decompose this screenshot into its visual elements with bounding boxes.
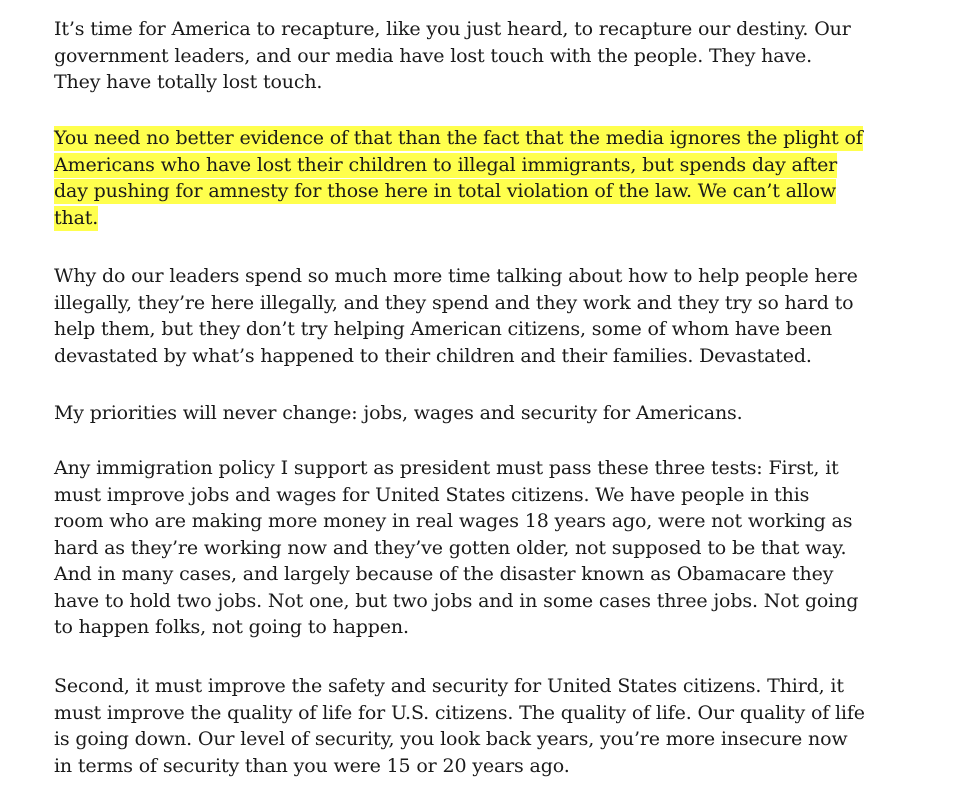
paragraph-3 xyxy=(54,263,858,369)
text-line: help them, but they don’t try helping American citizens, some of whom have been xyxy=(54,318,832,340)
paragraph-1 xyxy=(54,16,851,96)
text-line: And in many cases, and largely because of the disaster known as Obamacare they xyxy=(54,563,834,585)
text-line: is going down. Our level of security, you look back years, you’re more insecure now xyxy=(54,728,848,750)
highlighted-paragraph xyxy=(54,125,863,231)
text-line: They have totally lost touch. xyxy=(54,71,323,93)
text-line: Why do our leaders spend so much more time talking about how to help people here xyxy=(54,265,858,287)
text-line: have to hold two jobs. Not one, but two jobs and in some cases three jobs. Not going xyxy=(54,589,859,612)
text-line: government leaders, and our media have lost touch with the people. They have. xyxy=(54,44,812,67)
text-line: devastated by what’s happened to their children and their families. Devastated. xyxy=(54,344,812,367)
text-line: illegally, they’re here illegally, and they spend and they work and they try so hard to xyxy=(54,291,854,314)
paragraph-6 xyxy=(54,673,865,779)
paragraph-5 xyxy=(54,455,858,641)
text-line: to happen folks, not going to happen. xyxy=(54,616,409,638)
text-line: Second, it must improve the safety and security for United States citizens. Third, it xyxy=(54,675,844,697)
highlighted-text-line: Americans who have lost their children to illegal immigrants, but spends day after xyxy=(54,153,838,176)
paragraph-4 xyxy=(54,400,743,427)
highlighted-text-line: day pushing for amnesty for those here in total violation of the law. We can’t allow xyxy=(54,180,837,202)
text-line: must improve jobs and wages for United States citizens. We have people in this xyxy=(54,483,810,506)
highlighted-text-line: that. xyxy=(54,206,99,229)
text-line: room who are making more money in real wages 18 years ago, were not working as xyxy=(54,510,853,532)
text-line: hard as they’re working now and they’ve gotten older, not supposed to be that way. xyxy=(54,536,847,559)
highlighted-text-line: You need no better evidence of that than the fact that the media ignores the plight of xyxy=(54,127,863,149)
text-line: must improve the quality of life for U.S. citizens. The quality of life. Our quality of life xyxy=(54,701,865,724)
text-line: My priorities will never change: jobs, wages and security for Americans. xyxy=(54,402,743,424)
text-line: in terms of security than you were 15 or 20 years ago. xyxy=(54,754,570,777)
text-line: It’s time for America to recapture, like you just heard, to recapture our destiny. Our xyxy=(54,18,851,40)
text-line: Any immigration policy I support as president must pass these three tests: First, it xyxy=(54,457,839,479)
